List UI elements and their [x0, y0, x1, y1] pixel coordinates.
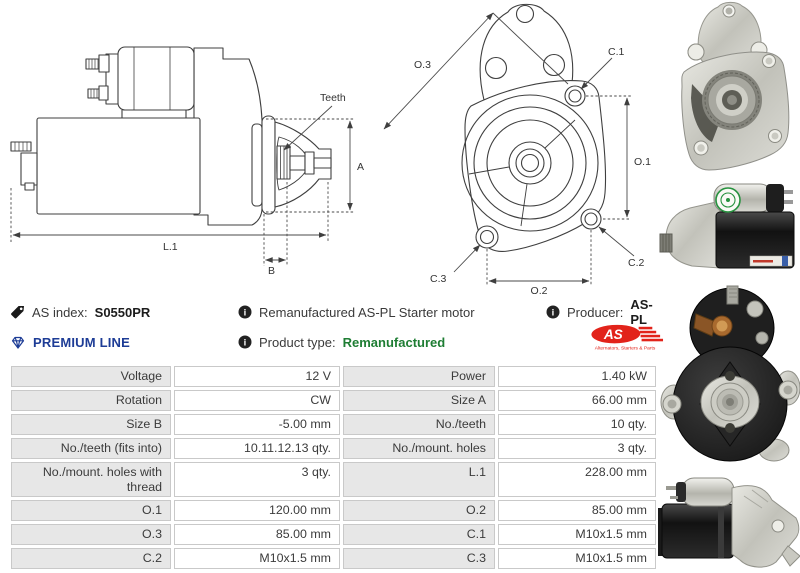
premium-line-label: PREMIUM LINE	[33, 334, 131, 350]
svg-text:i: i	[551, 307, 555, 319]
table-row	[11, 438, 656, 459]
spec-value: M10x1.5 mm	[498, 548, 656, 569]
tag-icon	[10, 305, 25, 320]
spec-label: No./teeth (fits into)	[11, 438, 171, 459]
spec-label: O.3	[11, 524, 171, 545]
spec-label: No./teeth	[343, 414, 495, 435]
spec-value: 228.00 mm	[498, 462, 656, 497]
spec-value: 10 qty.	[498, 414, 656, 435]
dim-label-teeth: Teeth	[320, 92, 346, 104]
spec-label: No./mount. holes with thread	[11, 462, 171, 497]
diamond-icon	[10, 335, 26, 350]
spec-label: L.1	[343, 462, 495, 497]
starter-side-outline	[11, 47, 331, 225]
front-view-diagram	[372, 0, 662, 297]
spec-value: 3 qty.	[174, 462, 340, 497]
spec-label: C.1	[343, 524, 495, 545]
svg-text:i: i	[243, 307, 247, 319]
product-photo-column	[658, 0, 800, 573]
brand-tagline: Alternators, Starters & Parts	[594, 346, 656, 352]
spec-label: Size A	[343, 390, 495, 411]
dim-label-o2: O.2	[530, 285, 548, 297]
table-row	[11, 414, 656, 435]
starter-rear-photo	[658, 284, 800, 468]
info-icon	[238, 335, 252, 349]
spec-label: Voltage	[11, 366, 171, 387]
producer-line	[546, 297, 662, 327]
table-row	[11, 548, 656, 569]
starter-front-outline	[462, 4, 606, 251]
spec-value: -5.00 mm	[174, 414, 340, 435]
dim-label-c3: C.3	[430, 273, 447, 285]
dim-label-c1: C.1	[608, 46, 625, 58]
table-row	[11, 500, 656, 521]
dim-label-o3: O.3	[414, 59, 431, 71]
spec-label: O.1	[11, 500, 171, 521]
as-index-line	[10, 302, 238, 322]
spec-value: 3 qty.	[498, 438, 656, 459]
starter-side-photo-2	[658, 468, 800, 573]
spec-label: C.2	[11, 548, 171, 569]
premium-line	[10, 332, 238, 352]
product-description: Remanufactured AS-PL Starter motor	[259, 304, 475, 320]
spec-label: Power	[343, 366, 495, 387]
table-row	[11, 462, 656, 497]
info-icon	[238, 305, 252, 319]
description-line	[238, 302, 546, 322]
dim-label-l1: L.1	[163, 241, 178, 253]
spec-value: CW	[174, 390, 340, 411]
spec-table	[8, 363, 659, 572]
product-type-value: Remanufactured	[342, 334, 446, 350]
spec-value: M10x1.5 mm	[174, 548, 340, 569]
product-type-line	[238, 332, 546, 352]
product-meta-header	[10, 297, 662, 352]
svg-text:i: i	[243, 337, 247, 349]
table-row	[11, 524, 656, 545]
spec-label: O.2	[343, 500, 495, 521]
spec-value: M10x1.5 mm	[498, 524, 656, 545]
dim-label-a: A	[357, 161, 365, 173]
spec-value: 66.00 mm	[498, 390, 656, 411]
starter-side-photo	[658, 172, 800, 284]
table-row	[11, 366, 656, 387]
as-pl-brand-logo	[586, 324, 664, 352]
spec-label: C.3	[343, 548, 495, 569]
spec-value: 120.00 mm	[174, 500, 340, 521]
starter-front-bracket-photo	[658, 0, 800, 172]
as-index-value: S0550PR	[94, 304, 151, 320]
table-row	[11, 390, 656, 411]
spec-value: 10.11.12.13 qty.	[174, 438, 340, 459]
spec-label: Size B	[11, 414, 171, 435]
spec-value: 12 V	[174, 366, 340, 387]
as-index-label: AS index:	[32, 304, 88, 320]
spec-label: No./mount. holes	[343, 438, 495, 459]
producer-value: AS-PL	[630, 297, 653, 327]
spec-label: Rotation	[11, 390, 171, 411]
spec-value: 85.00 mm	[174, 524, 340, 545]
info-icon	[546, 305, 560, 319]
spec-value: 1.40 kW	[498, 366, 656, 387]
spec-value: 85.00 mm	[498, 500, 656, 521]
dim-label-b: B	[268, 265, 276, 277]
dim-label-o1: O.1	[634, 156, 651, 168]
dim-label-c2: C.2	[628, 257, 645, 269]
producer-label: Producer:	[567, 304, 624, 320]
product-type-label: Product type:	[259, 334, 336, 350]
side-view-diagram	[0, 0, 370, 290]
brand-name: AS	[603, 326, 623, 342]
